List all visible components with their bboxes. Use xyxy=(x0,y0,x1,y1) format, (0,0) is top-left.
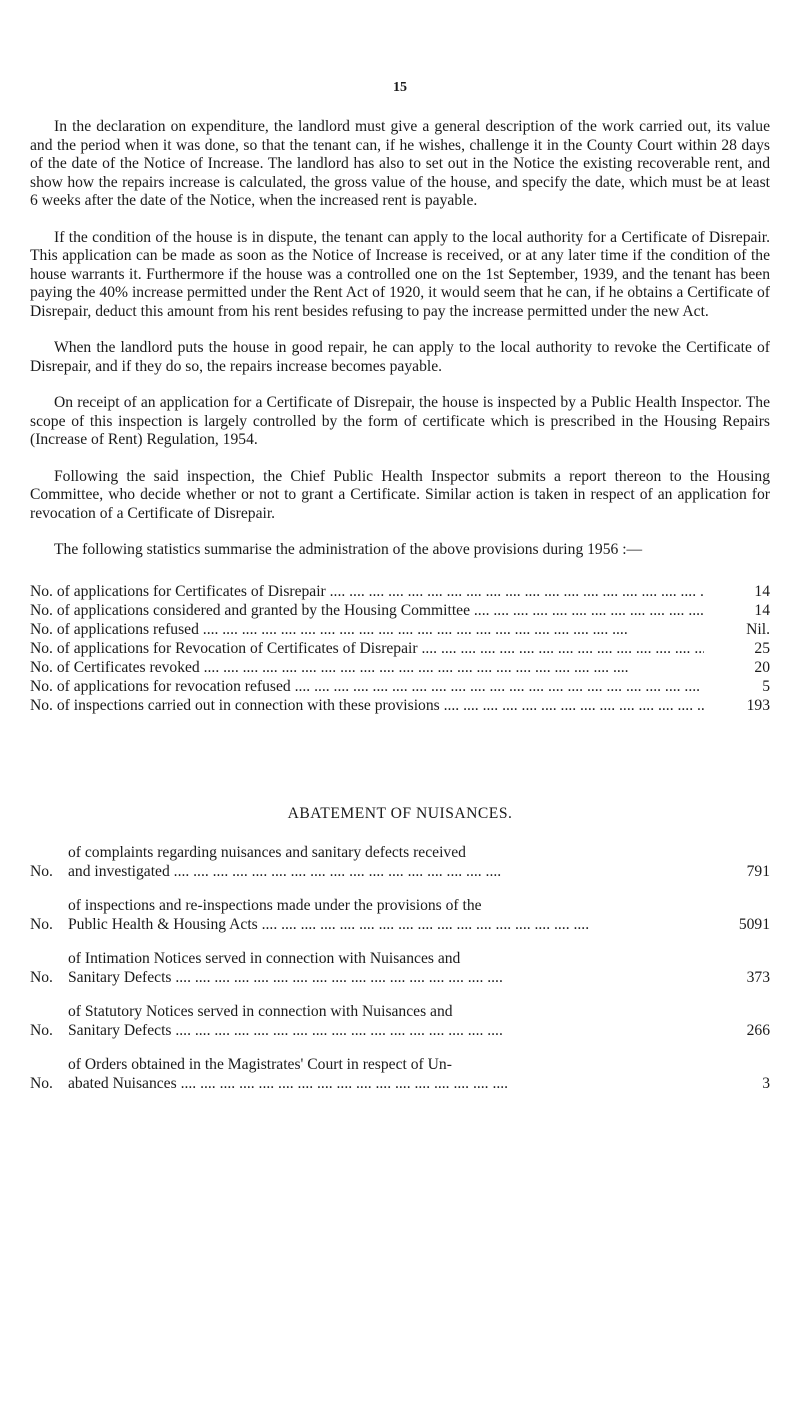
paragraph-disrepair-dispute: If the condition of the house is in dispute, the tenant can apply to the local authority for a Certificate of Disrepair. This application can be made as soon as the Notice of Increase is received, or at any later time if the condition of the house warrants it. Furthermore if the house was a controlled one on the 1st September, 1939, and the tenant has been paying the 40% increase permitted under the Rent Act of 1920, it would seem that he can, if he obtains a Certificate of Disrepair, deduct this amount from his rent besides refusing to pay the increase permitted under the new Act. xyxy=(30,228,770,320)
row-prefix: No. xyxy=(30,1021,53,1039)
row-description xyxy=(68,1002,704,1040)
row-value: 791 xyxy=(746,862,770,880)
row-line-2-text: Sanitary Defects .... xyxy=(68,969,503,986)
row-line-1: of Orders obtained in the Magistrates' Court in respect of Un- xyxy=(68,1055,452,1073)
paragraph-report: Following the said inspection, the Chief Public Health Inspector submits a report thereon to the Housing Committee, who decide whether or not to grant a Certificate. Similar action is taken in respect of an application for revocation of a Certificate of Disrepair. xyxy=(30,467,770,522)
paragraph-expenditure: In the declaration on expenditure, the landlord must give a general description of the work carried out, its value and the period when it was done, so that the tenant can, if he wishes, challenge it in the County Court within 28 days of the date of the Notice of Increase. The landlord has also to set out in the Notice the existing recoverable rent, and show how the repairs increase is calculated, the gross value of the house, and specify the date, which must be at least 6 weeks after the date of the Notice, when the increased rent is payable. xyxy=(30,118,770,209)
paragraph-inspection: On receipt of an application for a Certificate of Disrepair, the house is inspected by a Public Health Inspector. The scope of this inspection is largely controlled by the form of certificate which is prescribed in the Housing Repairs (Increase of Rent) Regulation, 1954. xyxy=(30,394,770,448)
stat-row xyxy=(30,582,770,601)
stat-value: 14 xyxy=(754,601,770,619)
row-value: 373 xyxy=(746,968,770,986)
row-line-2-text: and investigated .... xyxy=(68,863,501,880)
page-body xyxy=(30,118,770,1108)
stat-value: Nil. xyxy=(746,620,770,638)
stat-row xyxy=(30,620,770,639)
nuisance-row xyxy=(30,896,770,934)
row-line-2-text: Sanitary Defects .... xyxy=(68,1022,503,1039)
row-line-2-text: abated Nuisances .... xyxy=(68,1075,508,1092)
row-line-2 xyxy=(68,1021,704,1040)
row-line-2 xyxy=(68,915,704,934)
row-description xyxy=(68,843,704,881)
row-value: 3 xyxy=(762,1074,770,1092)
stat-row xyxy=(30,677,770,696)
stat-label: No. of applications for revocation refused .... xyxy=(30,677,704,696)
stat-label: No. of applications refused .... xyxy=(30,620,704,639)
paragraph-revoke: When the landlord puts the house in good repair, he can apply to the local authority to revoke the Certificate of Disrepair, and if they do so, the repairs increase becomes payable. xyxy=(30,339,770,375)
stat-value: 5 xyxy=(762,677,770,695)
row-description xyxy=(68,896,704,934)
nuisance-row xyxy=(30,1002,770,1040)
row-description xyxy=(68,949,704,987)
stat-value: 193 xyxy=(746,696,770,714)
row-line-2 xyxy=(68,968,704,987)
nuisance-row xyxy=(30,949,770,987)
row-line-1: of complaints regarding nuisances and sanitary defects received xyxy=(68,843,466,861)
row-prefix: No. xyxy=(30,862,53,880)
row-line-1: of Intimation Notices served in connection with Nuisances and xyxy=(68,949,461,967)
row-line-1: of Statutory Notices served in connection with Nuisances and xyxy=(68,1002,453,1020)
row-line-1: of inspections and re-inspections made under the provisions of the xyxy=(68,896,482,914)
row-value: 266 xyxy=(746,1021,770,1039)
row-prefix: No. xyxy=(30,915,53,933)
stat-label: No. of applications considered and granted by the Housing Committee .... xyxy=(30,601,704,620)
row-prefix: No. xyxy=(30,1074,53,1092)
disrepair-statistics xyxy=(30,582,770,715)
stat-label: No. of Certificates revoked .... xyxy=(30,658,704,677)
row-line-2 xyxy=(68,862,704,881)
row-line-2 xyxy=(68,1074,704,1093)
stat-row xyxy=(30,696,770,715)
stat-value: 14 xyxy=(754,582,770,600)
page-number: 15 xyxy=(393,80,407,95)
stat-value: 25 xyxy=(754,639,770,657)
stat-label: No. of inspections carried out in connection with these provisions .... xyxy=(30,696,704,715)
stat-row xyxy=(30,601,770,620)
row-value: 5091 xyxy=(738,915,770,933)
row-description xyxy=(68,1055,704,1093)
nuisances-table xyxy=(30,843,770,1093)
stat-row xyxy=(30,639,770,658)
paragraph-statistics-intro: The following statistics summarise the administration of the above provisions during 1956 :— xyxy=(54,541,643,558)
nuisance-row xyxy=(30,1055,770,1093)
stat-label: No. of applications for Certificates of Disrepair .... xyxy=(30,582,704,601)
stat-value: 20 xyxy=(754,658,770,676)
stat-row xyxy=(30,658,770,677)
row-line-2-text: Public Health & Housing Acts .... xyxy=(68,916,589,933)
nuisance-row xyxy=(30,843,770,881)
row-prefix: No. xyxy=(30,968,53,986)
section-title-nuisances: ABATEMENT OF NUISANCES. xyxy=(287,804,513,822)
stat-label: No. of applications for Revocation of Certificates of Disrepair .... xyxy=(30,639,704,658)
